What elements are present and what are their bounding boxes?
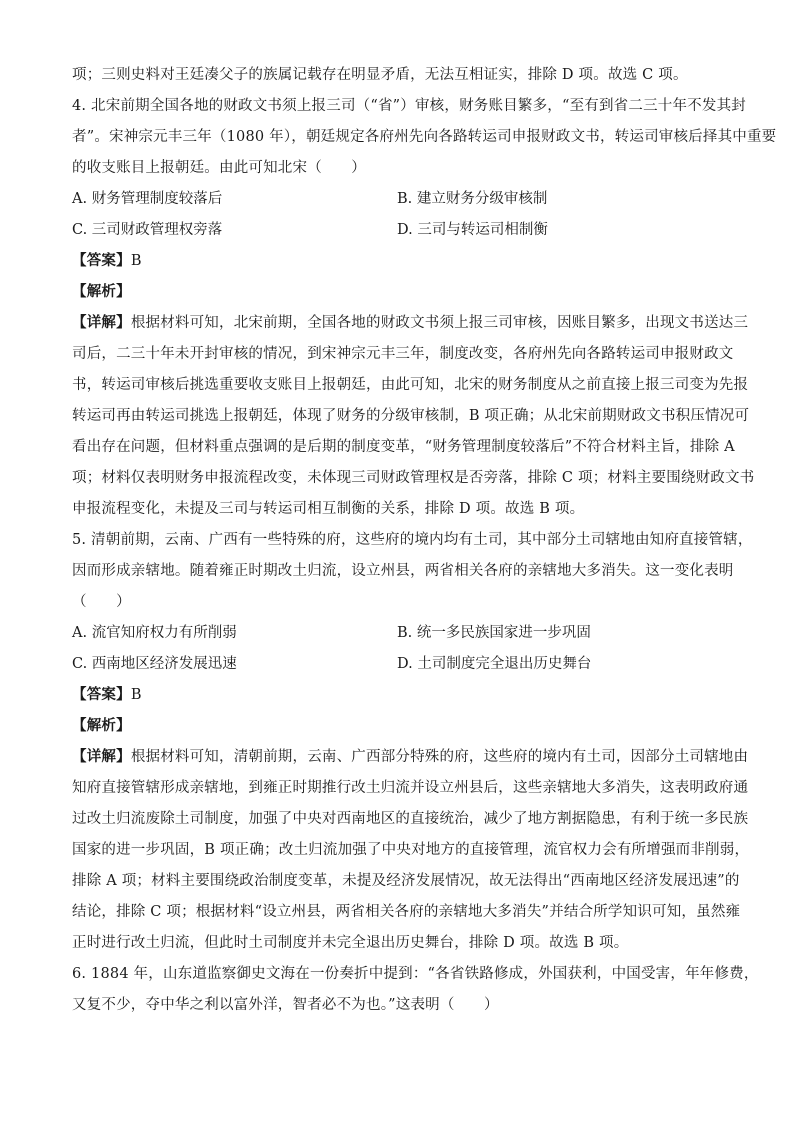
answer-value: B xyxy=(130,253,142,269)
q5-option-d: D. 土司制度完全退出历史舞台 xyxy=(397,656,592,672)
q4-options-row xyxy=(72,184,722,215)
analysis-label: 【解析】 xyxy=(72,284,131,300)
q5-stem-line: （ ） xyxy=(72,594,131,610)
q5-stem-line: 因而形成亲辖地。随着雍正时期改土归流，设立州县，两省相关各府的亲辖地大多消失。这一变化表明 xyxy=(72,563,734,579)
q5-stem-line: 5. 清朝前期，云南、广西有一些特殊的府，这些府的境内均有土司，其中部分土司辖地由知府直接管辖， xyxy=(72,532,753,548)
q4-detail-line: 书，转运司审核后挑选重要收支账目上报朝廷，由此可知，北宋的财务制度从之前直接上报三司变为先报 xyxy=(72,377,749,393)
q5-detail-line: 排除 A 项；材料主要围绕政治制度变革，未提及经济发展情况，故无法得出“西南地区经济发展迅速”的 xyxy=(72,873,740,889)
q5-analysis-heading xyxy=(72,711,722,742)
detail-text: 根据材料可知，清朝前期，云南、广西部分特殊的府，这些府的境内有土司，因部分土司辖地由 xyxy=(130,749,749,765)
q4-option-c: C. 三司财政管理权旁落 xyxy=(72,222,223,238)
question-6 xyxy=(72,959,759,1021)
question-4 xyxy=(72,91,777,525)
q4-detail-line: 申报流程变化，未提及三司与转运司相互制衡的关系，排除 D 项。故选 B 项。 xyxy=(72,501,585,517)
q4-option-d: D. 三司与转运司相制衡 xyxy=(397,222,548,238)
q6-stem-line: 6. 1884 年，山东道监察御史文海在一份奏折中提到：“各省铁路修成，外国获利，中国受害，年年修费， xyxy=(72,966,759,982)
q5-detail-line xyxy=(72,742,749,773)
q5-detail-line: 正时进行改土归流，但此时土司制度并未完全退出历史舞台，排除 D 项。故选 B 项。 xyxy=(72,935,629,951)
q5-option-b: B. 统一多民族国家进一步巩固 xyxy=(397,625,591,641)
q5-option-a: A. 流官知府权力有所削弱 xyxy=(72,625,237,641)
q5-answer xyxy=(72,680,722,711)
q5-option-c: C. 西南地区经济发展迅速 xyxy=(72,656,237,672)
q5-detail-line: 知府直接管辖形成亲辖地，到雍正时期推行改土归流并设立州县后，这些亲辖地大多消失，这表明政府通 xyxy=(72,780,749,796)
q4-options-row xyxy=(72,215,722,246)
question-5 xyxy=(72,525,753,959)
q4-answer xyxy=(72,246,722,277)
q5-options-row xyxy=(72,649,722,680)
intro-line: 项；三则史料对王廷凑父子的族属记载存在明显矛盾，无法互相证实，排除 D 项。故选 C 项。 xyxy=(72,67,688,83)
q4-detail-line: 转运司再由转运司挑选上报朝廷，体现了财务的分级审核制，B 项正确；从北宋前期财政文书积压情况可 xyxy=(72,408,750,424)
q4-detail-line: 看出存在问题，但材料重点强调的是后期的制度变革，“财务管理制度较落后”不符合材料主旨，排除 A xyxy=(72,439,735,455)
detail-text: 根据材料可知，北宋前期，全国各地的财政文书须上报三司审核，因账目繁多，出现文书送达三 xyxy=(130,315,749,331)
detail-label: 【详解】 xyxy=(72,749,131,765)
q4-detail-line: 项；材料仅表明财务申报流程改变，未体现三司财政管理权是否旁落，排除 C 项；材料主要围绕财政文书 xyxy=(72,470,755,486)
q4-stem-line: 者”。宋神宗元丰三年（1080 年），朝廷规定各府州先向各路转运司申报财政文书，转运司审核后择其中重要 xyxy=(72,129,777,145)
q4-detail-line: 司后，二三十年未开封审核的情况，到宋神宗元丰三年，制度改变，各府州先向各路转运司申报财政文 xyxy=(72,346,734,362)
q5-options-row xyxy=(72,618,722,649)
q4-analysis-heading xyxy=(72,277,722,308)
analysis-label: 【解析】 xyxy=(72,718,131,734)
answer-value: B xyxy=(130,687,142,703)
detail-label: 【详解】 xyxy=(72,315,131,331)
q4-stem-line: 的收支账目上报朝廷。由此可知北宋（ ） xyxy=(72,160,366,176)
q4-detail-line xyxy=(72,308,749,339)
q4-option-a: A. 财务管理制度较落后 xyxy=(72,191,223,207)
q4-stem-line: 4. 北宋前期全国各地的财政文书须上报三司（“省”）审核，财务账目繁多，“至有到省二三十年不发其封 xyxy=(72,98,746,114)
answer-label: 【答案】 xyxy=(72,687,131,703)
q5-detail-line: 结论，排除 C 项；根据材料“设立州县，两省相关各府的亲辖地大多消失”并结合所学知识可知，虽然雍 xyxy=(72,904,741,920)
document-page xyxy=(72,60,777,1021)
q5-detail-line: 国家的进一步巩固，B 项正确；改土归流加强了中央对地方的直接管理，流官权力会有所增强而非削弱， xyxy=(72,842,750,858)
q5-detail-line: 过改土归流废除土司制度，加强了中央对西南地区的直接统治，减少了地方割据隐患，有利于统一多民族 xyxy=(72,811,749,827)
answer-label: 【答案】 xyxy=(72,253,131,269)
q6-stem-line: 又复不少，夺中华之利以富外洋，智者必不为也。”这表明（ ） xyxy=(72,997,499,1013)
q4-option-b: B. 建立财务分级审核制 xyxy=(397,191,548,207)
